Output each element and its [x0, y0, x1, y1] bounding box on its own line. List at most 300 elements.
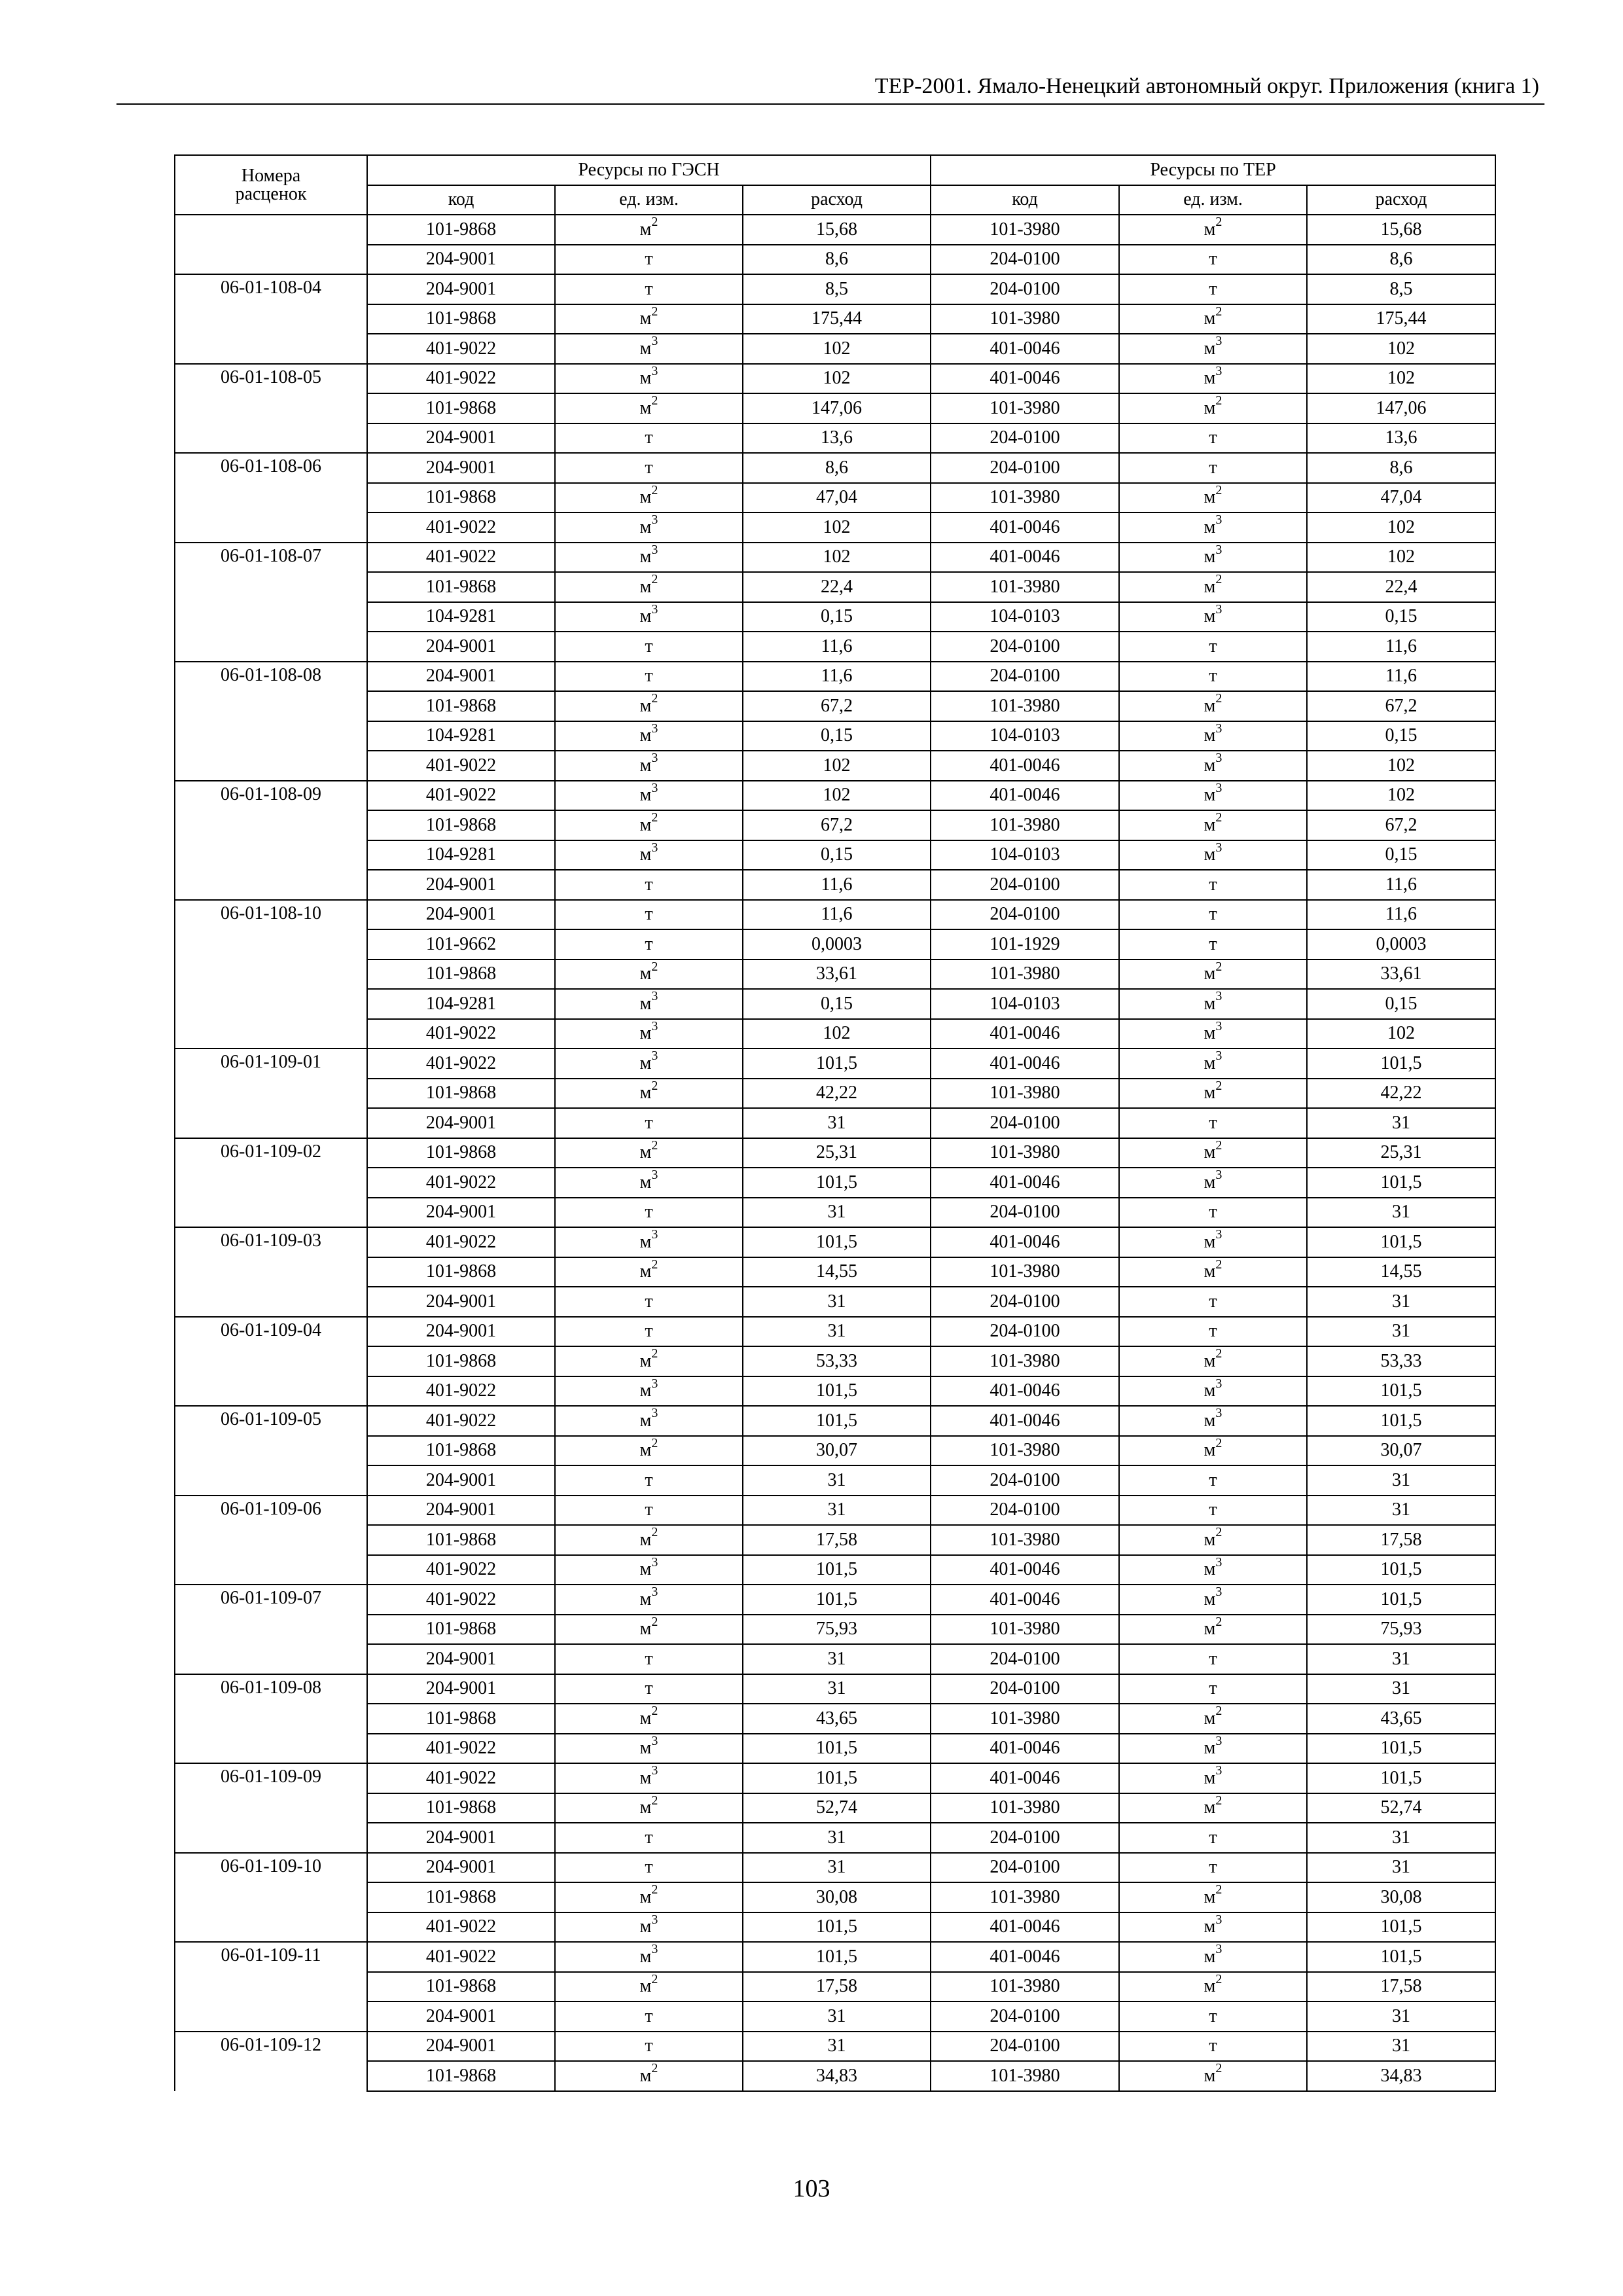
gesn-code-cell: 401-9022 — [367, 781, 555, 811]
gesn-consumption-cell: 8,6 — [743, 245, 931, 275]
ter-unit-cell: т — [1119, 632, 1307, 662]
table-row — [175, 1168, 1495, 1198]
gesn-code-cell: 204-9001 — [367, 662, 555, 692]
ter-consumption-cell: 33,61 — [1307, 960, 1495, 990]
rate-number-cell: 06-01-108-10 — [175, 900, 367, 930]
ter-unit-cell: $м^2$ — [1119, 1436, 1307, 1466]
ter-consumption-cell: 17,58 — [1307, 1525, 1495, 1555]
rate-number-cell — [175, 1436, 367, 1466]
table-row — [175, 840, 1495, 870]
ter-consumption-cell: 42,22 — [1307, 1079, 1495, 1109]
gesn-code-cell: 204-9001 — [367, 1287, 555, 1317]
table-row — [175, 393, 1495, 423]
rate-number-cell: 06-01-109-02 — [175, 1138, 367, 1168]
gesn-unit-cell: $м^2$ — [555, 1972, 743, 2002]
gesn-consumption-cell: 102 — [743, 364, 931, 394]
table-row — [175, 900, 1495, 930]
rate-number-cell — [175, 1198, 367, 1228]
gesn-consumption-cell: 17,58 — [743, 1525, 931, 1555]
ter-unit-cell: $м^3$ — [1119, 602, 1307, 632]
gesn-code-cell: 401-9022 — [367, 334, 555, 364]
ter-code-cell: 204-0100 — [931, 274, 1119, 304]
gesn-unit-cell: т — [555, 1674, 743, 1704]
ter-consumption-cell: 53,33 — [1307, 1346, 1495, 1376]
ter-consumption-cell: 101,5 — [1307, 1942, 1495, 1972]
ter-consumption-header: расход — [1307, 185, 1495, 215]
gesn-unit-cell: $м^3$ — [555, 1019, 743, 1049]
gesn-unit-cell: $м^3$ — [555, 1555, 743, 1585]
rate-number-cell: 06-01-109-07 — [175, 1585, 367, 1615]
ter-code-cell: 101-3980 — [931, 572, 1119, 602]
rate-number-cell — [175, 1257, 367, 1287]
ter-code-cell: 401-0046 — [931, 512, 1119, 543]
ter-code-cell: 401-0046 — [931, 1019, 1119, 1049]
gesn-consumption-cell: 53,33 — [743, 1346, 931, 1376]
ter-unit-cell: $м^2$ — [1119, 1525, 1307, 1555]
ter-code-cell: 204-0100 — [931, 245, 1119, 275]
ter-unit-cell: $м^2$ — [1119, 1793, 1307, 1823]
table-header — [175, 155, 1495, 215]
ter-consumption-cell: 52,74 — [1307, 1793, 1495, 1823]
ter-code-cell: 101-3980 — [931, 483, 1119, 513]
rate-number-cell — [175, 1882, 367, 1912]
gesn-code-cell: 204-9001 — [367, 1674, 555, 1704]
ter-unit-cell: $м^3$ — [1119, 334, 1307, 364]
ter-code-cell: 401-0046 — [931, 1049, 1119, 1079]
rate-number-cell: 06-01-109-08 — [175, 1674, 367, 1704]
header-title: ТЕР-2001. Ямало-Ненецкий автономный округ. Приложения (книга 1) — [874, 74, 1539, 98]
ter-consumption-cell: 102 — [1307, 364, 1495, 394]
table-row — [175, 1912, 1495, 1943]
gesn-unit-cell: т — [555, 1108, 743, 1138]
gesn-resources-header: Ресурсы по ГЭСН — [367, 155, 931, 185]
rate-number-cell — [175, 1615, 367, 1645]
rate-number-cell — [175, 1079, 367, 1109]
rate-number-cell — [175, 691, 367, 721]
gesn-consumption-cell: 101,5 — [743, 1585, 931, 1615]
gesn-consumption-cell: 33,61 — [743, 960, 931, 990]
gesn-code-cell: 401-9022 — [367, 1406, 555, 1436]
ter-code-cell: 101-3980 — [931, 1972, 1119, 2002]
ter-code-cell: 204-0100 — [931, 1317, 1119, 1347]
ter-consumption-cell: 31 — [1307, 1853, 1495, 1883]
gesn-consumption-cell: 147,06 — [743, 393, 931, 423]
ter-consumption-cell: 101,5 — [1307, 1585, 1495, 1615]
rate-number-cell: 06-01-109-03 — [175, 1227, 367, 1257]
ter-consumption-cell: 31 — [1307, 1823, 1495, 1853]
gesn-code-cell: 101-9662 — [367, 929, 555, 960]
gesn-unit-cell: т — [555, 929, 743, 960]
gesn-consumption-cell: 31 — [743, 1287, 931, 1317]
rate-number-cell: 06-01-109-01 — [175, 1049, 367, 1079]
ter-code-cell: 401-0046 — [931, 1763, 1119, 1793]
gesn-unit-cell: т — [555, 870, 743, 900]
gesn-consumption-cell: 25,31 — [743, 1138, 931, 1168]
gesn-code-cell: 101-9868 — [367, 2061, 555, 2091]
table-row — [175, 1853, 1495, 1883]
ter-code-cell: 101-3980 — [931, 1346, 1119, 1376]
ter-code-cell: 104-0103 — [931, 989, 1119, 1019]
gesn-consumption-cell: 101,5 — [743, 1734, 931, 1764]
gesn-unit-cell: т — [555, 1853, 743, 1883]
rate-number-cell — [175, 840, 367, 870]
rate-number-cell — [175, 1644, 367, 1674]
ter-consumption-cell: 47,04 — [1307, 483, 1495, 513]
ter-unit-cell: $м^3$ — [1119, 364, 1307, 394]
ter-unit-cell: $м^3$ — [1119, 1912, 1307, 1943]
table-row — [175, 1465, 1495, 1496]
rate-number-cell: 06-01-109-09 — [175, 1763, 367, 1793]
table-row — [175, 304, 1495, 334]
table-row — [175, 1674, 1495, 1704]
table-row — [175, 2032, 1495, 2062]
ter-code-cell: 101-3980 — [931, 215, 1119, 245]
ter-consumption-cell: 175,44 — [1307, 304, 1495, 334]
gesn-code-cell: 204-9001 — [367, 1496, 555, 1526]
gesn-unit-cell: $м^2$ — [555, 1346, 743, 1376]
rate-number-cell — [175, 1346, 367, 1376]
ter-unit-cell: $м^3$ — [1119, 751, 1307, 781]
ter-consumption-cell: 34,83 — [1307, 2061, 1495, 2091]
gesn-unit-cell: $м^2$ — [555, 2061, 743, 2091]
ter-code-cell: 101-3980 — [931, 1257, 1119, 1287]
gesn-code-cell: 401-9022 — [367, 1912, 555, 1943]
gesn-unit-cell: $м^2$ — [555, 1436, 743, 1466]
rate-number-cell — [175, 602, 367, 632]
table-row — [175, 1555, 1495, 1585]
rate-number-cell: 06-01-109-04 — [175, 1317, 367, 1347]
ter-unit-cell: $м^3$ — [1119, 1734, 1307, 1764]
rate-number-cell — [175, 1912, 367, 1943]
ter-consumption-cell: 101,5 — [1307, 1763, 1495, 1793]
gesn-consumption-cell: 8,6 — [743, 453, 931, 483]
gesn-code-cell: 401-9022 — [367, 751, 555, 781]
ter-unit-cell: $м^2$ — [1119, 1138, 1307, 1168]
ter-unit-cell: $м^2$ — [1119, 1257, 1307, 1287]
gesn-consumption-cell: 31 — [743, 1317, 931, 1347]
ter-consumption-cell: 101,5 — [1307, 1227, 1495, 1257]
ter-unit-cell: т — [1119, 245, 1307, 275]
gesn-consumption-cell: 0,15 — [743, 602, 931, 632]
gesn-unit-cell: $м^3$ — [555, 1227, 743, 1257]
resources-table — [174, 154, 1496, 2092]
table-row — [175, 691, 1495, 721]
rate-number-cell — [175, 2061, 367, 2091]
ter-code-cell: 101-3980 — [931, 960, 1119, 990]
gesn-unit-cell: $м^3$ — [555, 1912, 743, 1943]
table-row — [175, 274, 1495, 304]
gesn-consumption-cell: 75,93 — [743, 1615, 931, 1645]
gesn-unit-cell: $м^3$ — [555, 512, 743, 543]
table-row — [175, 781, 1495, 811]
gesn-unit-cell: $м^2$ — [555, 215, 743, 245]
rate-number-cell — [175, 960, 367, 990]
ter-code-cell: 104-0103 — [931, 602, 1119, 632]
ter-code-cell: 204-0100 — [931, 1287, 1119, 1317]
ter-resources-header: Ресурсы по ТЕР — [931, 155, 1495, 185]
ter-unit-cell: $м^2$ — [1119, 1704, 1307, 1734]
gesn-consumption-cell: 101,5 — [743, 1376, 931, 1407]
gesn-unit-cell: $м^3$ — [555, 1376, 743, 1407]
gesn-code-cell: 401-9022 — [367, 543, 555, 573]
ter-code-cell: 101-3980 — [931, 1882, 1119, 1912]
gesn-code-cell: 401-9022 — [367, 512, 555, 543]
rate-number-cell — [175, 1734, 367, 1764]
ter-unit-cell: $м^3$ — [1119, 1763, 1307, 1793]
table-row — [175, 1882, 1495, 1912]
gesn-unit-cell: $м^2$ — [555, 393, 743, 423]
table-row — [175, 1585, 1495, 1615]
ter-consumption-cell: 31 — [1307, 1674, 1495, 1704]
gesn-unit-cell: $м^3$ — [555, 721, 743, 751]
gesn-unit-cell: т — [555, 2001, 743, 2032]
gesn-code-cell: 101-9868 — [367, 1257, 555, 1287]
rate-number-cell — [175, 1793, 367, 1823]
gesn-code-cell: 101-9868 — [367, 572, 555, 602]
gesn-unit-cell: $м^3$ — [555, 1942, 743, 1972]
ter-code-cell: 101-3980 — [931, 1615, 1119, 1645]
gesn-consumption-cell: 102 — [743, 751, 931, 781]
table-row — [175, 1704, 1495, 1734]
ter-code-cell: 101-1929 — [931, 929, 1119, 960]
ter-consumption-cell: 102 — [1307, 1019, 1495, 1049]
rate-number-cell — [175, 1465, 367, 1496]
table-row — [175, 453, 1495, 483]
ter-consumption-cell: 22,4 — [1307, 572, 1495, 602]
ter-unit-cell: т — [1119, 2001, 1307, 2032]
rate-number-cell — [175, 1972, 367, 2002]
gesn-consumption-cell: 101,5 — [743, 1763, 931, 1793]
ter-consumption-cell: 102 — [1307, 751, 1495, 781]
rate-number-cell: 06-01-109-05 — [175, 1406, 367, 1436]
table-row — [175, 543, 1495, 573]
gesn-code-cell: 401-9022 — [367, 1019, 555, 1049]
running-header — [116, 71, 1544, 105]
ter-consumption-cell: 43,65 — [1307, 1704, 1495, 1734]
ter-consumption-cell: 31 — [1307, 1198, 1495, 1228]
ter-code-cell: 401-0046 — [931, 751, 1119, 781]
ter-unit-cell: т — [1119, 1674, 1307, 1704]
rate-number-cell — [175, 215, 367, 245]
table-row — [175, 2061, 1495, 2091]
ter-code-cell: 204-0100 — [931, 662, 1119, 692]
ter-unit-cell: т — [1119, 870, 1307, 900]
ter-unit-header: ед. изм. — [1119, 185, 1307, 215]
ter-unit-cell: т — [1119, 423, 1307, 454]
gesn-consumption-cell: 31 — [743, 1853, 931, 1883]
gesn-unit-cell: $м^3$ — [555, 543, 743, 573]
ter-unit-cell: $м^3$ — [1119, 543, 1307, 573]
gesn-code-cell: 204-9001 — [367, 453, 555, 483]
ter-unit-cell: $м^3$ — [1119, 1227, 1307, 1257]
gesn-unit-cell: $м^3$ — [555, 1406, 743, 1436]
ter-unit-cell: т — [1119, 1465, 1307, 1496]
ter-consumption-cell: 25,31 — [1307, 1138, 1495, 1168]
gesn-consumption-header: расход — [743, 185, 931, 215]
rate-number-cell — [175, 721, 367, 751]
ter-code-cell: 401-0046 — [931, 781, 1119, 811]
gesn-unit-cell: $м^2$ — [555, 304, 743, 334]
gesn-code-cell: 101-9868 — [367, 304, 555, 334]
table-body — [175, 215, 1495, 2091]
rate-number-cell: 06-01-108-07 — [175, 543, 367, 573]
rate-number-cell — [175, 1704, 367, 1734]
rate-number-cell — [175, 572, 367, 602]
ter-unit-cell: $м^2$ — [1119, 1972, 1307, 2002]
ter-unit-cell: $м^2$ — [1119, 1346, 1307, 1376]
ter-unit-cell: т — [1119, 2032, 1307, 2062]
rate-number-cell — [175, 1168, 367, 1198]
rate-number-cell — [175, 393, 367, 423]
gesn-consumption-cell: 30,07 — [743, 1436, 931, 1466]
ter-code-cell: 204-0100 — [931, 1674, 1119, 1704]
ter-consumption-cell: 102 — [1307, 781, 1495, 811]
ter-unit-cell: $м^2$ — [1119, 691, 1307, 721]
table-row — [175, 1644, 1495, 1674]
gesn-code-cell: 101-9868 — [367, 691, 555, 721]
gesn-consumption-cell: 13,6 — [743, 423, 931, 454]
ter-consumption-cell: 101,5 — [1307, 1912, 1495, 1943]
ter-code-cell: 401-0046 — [931, 543, 1119, 573]
gesn-code-cell: 204-9001 — [367, 870, 555, 900]
gesn-code-cell: 204-9001 — [367, 1317, 555, 1347]
gesn-code-cell: 101-9868 — [367, 1138, 555, 1168]
page-number: 103 — [793, 2175, 830, 2202]
rate-numbers-header — [175, 155, 367, 215]
gesn-unit-cell: $м^2$ — [555, 1882, 743, 1912]
gesn-consumption-cell: 102 — [743, 543, 931, 573]
rate-number-cell: 06-01-109-11 — [175, 1942, 367, 1972]
gesn-unit-cell: $м^3$ — [555, 602, 743, 632]
table-row — [175, 483, 1495, 513]
table-row — [175, 1942, 1495, 1972]
gesn-unit-cell: $м^3$ — [555, 1763, 743, 1793]
table-row — [175, 364, 1495, 394]
gesn-consumption-cell: 102 — [743, 512, 931, 543]
ter-code-cell: 204-0100 — [931, 1496, 1119, 1526]
rate-number-cell — [175, 1555, 367, 1585]
rate-number-cell: 06-01-108-09 — [175, 781, 367, 811]
rate-number-cell — [175, 1019, 367, 1049]
gesn-code-cell: 204-9001 — [367, 632, 555, 662]
ter-consumption-cell: 0,0003 — [1307, 929, 1495, 960]
gesn-code-cell: 401-9022 — [367, 1585, 555, 1615]
table-row — [175, 245, 1495, 275]
ter-code-cell: 101-3980 — [931, 1793, 1119, 1823]
ter-unit-cell: $м^2$ — [1119, 1079, 1307, 1109]
gesn-unit-cell: т — [555, 1823, 743, 1853]
ter-code-cell: 401-0046 — [931, 1585, 1119, 1615]
gesn-consumption-cell: 11,6 — [743, 632, 931, 662]
ter-unit-cell: $м^3$ — [1119, 1168, 1307, 1198]
ter-code-cell: 401-0046 — [931, 1168, 1119, 1198]
gesn-consumption-cell: 101,5 — [743, 1942, 931, 1972]
ter-unit-cell: $м^2$ — [1119, 2061, 1307, 2091]
gesn-consumption-cell: 31 — [743, 1108, 931, 1138]
ter-code-cell: 101-3980 — [931, 1704, 1119, 1734]
table-row — [175, 1138, 1495, 1168]
gesn-code-cell: 101-9868 — [367, 393, 555, 423]
gesn-code-cell: 204-9001 — [367, 1823, 555, 1853]
gesn-consumption-cell: 52,74 — [743, 1793, 931, 1823]
gesn-unit-cell: $м^3$ — [555, 1734, 743, 1764]
ter-code-cell: 104-0103 — [931, 721, 1119, 751]
ter-consumption-cell: 147,06 — [1307, 393, 1495, 423]
ter-consumption-cell: 0,15 — [1307, 840, 1495, 870]
ter-code-cell: 204-0100 — [931, 453, 1119, 483]
gesn-code-cell: 104-9281 — [367, 989, 555, 1019]
gesn-code-cell: 204-9001 — [367, 1853, 555, 1883]
ter-code-cell: 204-0100 — [931, 632, 1119, 662]
ter-consumption-cell: 101,5 — [1307, 1376, 1495, 1407]
table-row — [175, 1823, 1495, 1853]
gesn-consumption-cell: 102 — [743, 781, 931, 811]
table-row — [175, 215, 1495, 245]
gesn-code-cell: 204-9001 — [367, 1465, 555, 1496]
ter-code-cell: 101-3980 — [931, 1525, 1119, 1555]
gesn-consumption-cell: 15,68 — [743, 215, 931, 245]
gesn-consumption-cell: 31 — [743, 1823, 931, 1853]
rate-number-cell — [175, 483, 367, 513]
gesn-unit-cell: т — [555, 1317, 743, 1347]
gesn-code-cell: 104-9281 — [367, 840, 555, 870]
ter-unit-cell: $м^2$ — [1119, 304, 1307, 334]
ter-code-cell: 204-0100 — [931, 1823, 1119, 1853]
ter-consumption-cell: 102 — [1307, 512, 1495, 543]
table-row — [175, 1615, 1495, 1645]
ter-unit-cell: $м^2$ — [1119, 483, 1307, 513]
gesn-consumption-cell: 42,22 — [743, 1079, 931, 1109]
table-row — [175, 1496, 1495, 1526]
ter-code-header: код — [931, 185, 1119, 215]
gesn-code-cell: 401-9022 — [367, 1942, 555, 1972]
gesn-consumption-cell: 31 — [743, 1465, 931, 1496]
ter-code-cell: 101-3980 — [931, 393, 1119, 423]
ter-unit-cell: т — [1119, 1644, 1307, 1674]
gesn-code-cell: 401-9022 — [367, 1227, 555, 1257]
ter-consumption-cell: 31 — [1307, 1465, 1495, 1496]
gesn-unit-cell: т — [555, 1198, 743, 1228]
gesn-unit-cell: $м^2$ — [555, 1138, 743, 1168]
gesn-code-cell: 204-9001 — [367, 274, 555, 304]
gesn-unit-cell: $м^2$ — [555, 572, 743, 602]
ter-unit-cell: т — [1119, 1198, 1307, 1228]
table-row — [175, 1972, 1495, 2002]
gesn-code-cell: 204-9001 — [367, 900, 555, 930]
gesn-consumption-cell: 67,2 — [743, 810, 931, 840]
ter-unit-cell: $м^2$ — [1119, 1615, 1307, 1645]
rate-number-cell — [175, 512, 367, 543]
table-row — [175, 810, 1495, 840]
gesn-code-cell: 401-9022 — [367, 1734, 555, 1764]
gesn-unit-cell: $м^2$ — [555, 1704, 743, 1734]
ter-code-cell: 104-0103 — [931, 840, 1119, 870]
gesn-unit-cell: $м^3$ — [555, 1168, 743, 1198]
ter-code-cell: 101-3980 — [931, 1079, 1119, 1109]
rate-number-cell — [175, 1287, 367, 1317]
ter-code-cell: 204-0100 — [931, 1465, 1119, 1496]
gesn-code-cell: 204-9001 — [367, 245, 555, 275]
ter-code-cell: 204-0100 — [931, 1108, 1119, 1138]
gesn-unit-cell: т — [555, 423, 743, 454]
ter-consumption-cell: 30,08 — [1307, 1882, 1495, 1912]
rate-number-cell — [175, 1823, 367, 1853]
ter-unit-cell: т — [1119, 1287, 1307, 1317]
ter-consumption-cell: 0,15 — [1307, 989, 1495, 1019]
ter-unit-cell: $м^3$ — [1119, 721, 1307, 751]
gesn-consumption-cell: 101,5 — [743, 1168, 931, 1198]
ter-code-cell: 204-0100 — [931, 900, 1119, 930]
